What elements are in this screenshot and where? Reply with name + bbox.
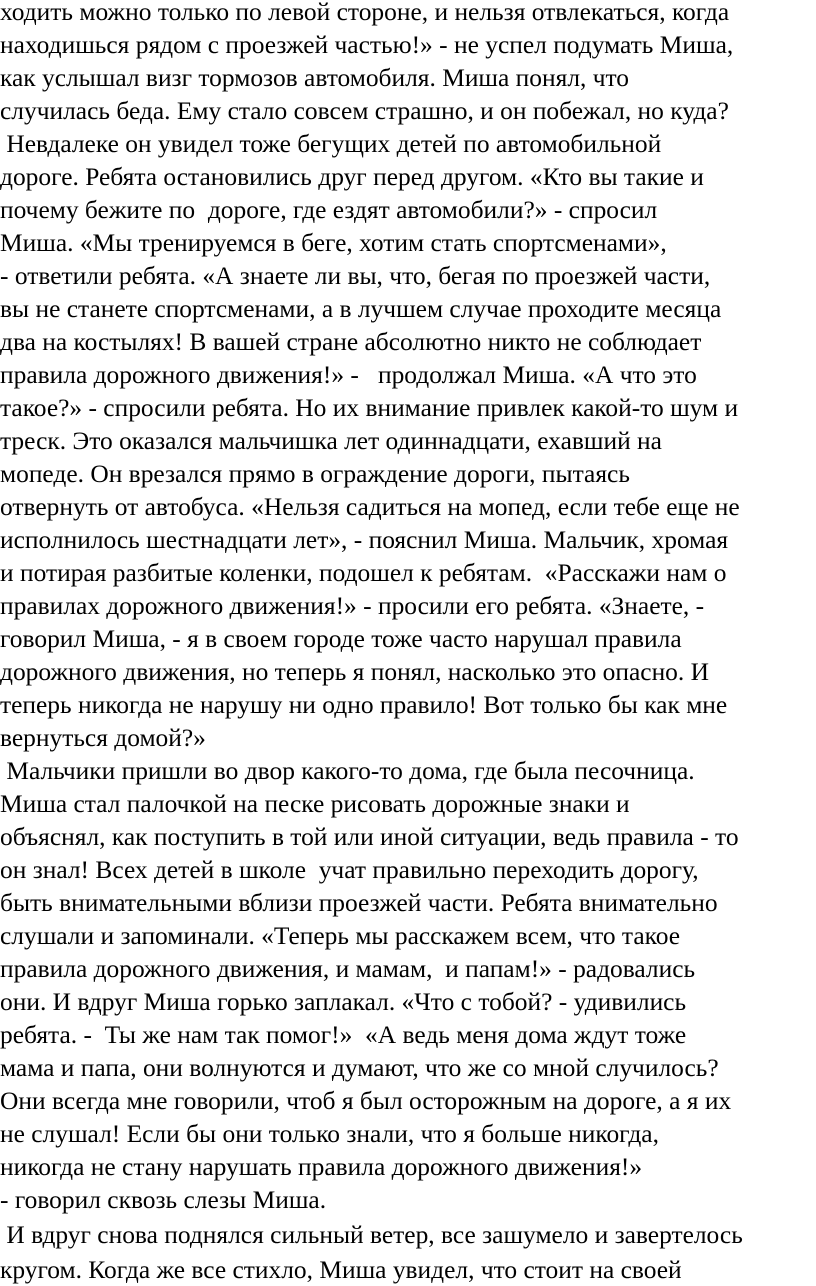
- text-line: правила дорожного движения!» - продолжал Миша. «А что это: [0, 360, 697, 389]
- text-line: Мальчики пришли во двор какого-то дома, где была песочница.: [0, 756, 695, 785]
- text-line: как услышал визг тормозов автомобиля. Миша понял, что: [0, 63, 630, 92]
- text-line: правилах дорожного движения!» - просили его ребята. «Знаете, -: [0, 591, 705, 620]
- text-line: никогда не стану нарушать правила дорожного движения!»: [0, 1152, 643, 1181]
- text-line: слушали и запоминали. «Теперь мы расскажем всем, что такое: [0, 921, 681, 950]
- text-line: дороге. Ребята остановились друг перед другом. «Кто вы такие и: [0, 162, 704, 191]
- text-line: дорожного движения, но теперь я понял, насколько это опасно. И: [0, 657, 709, 686]
- text-line: правила дорожного движения, и мамам, и папам!» - радовались: [0, 954, 696, 983]
- text-line: мопеде. Он врезался прямо в ограждение дороги, пытаясь: [0, 459, 630, 488]
- text-line: Они всегда мне говорили, чтоб я был осторожным на дороге, а я их: [0, 1086, 732, 1115]
- text-line: ходить можно только по левой стороне, и нельзя отвлекаться, когда: [0, 0, 730, 26]
- text-line: вернуться домой?»: [0, 723, 206, 752]
- text-line: треск. Это оказался мальчишка лет одиннадцати, ехавший на: [0, 426, 662, 455]
- text-line: кругом. Когда же все стихло, Миша увидел, что стоит на своей: [0, 1255, 682, 1284]
- text-line: он знал! Всех детей в школе учат правильно переходить дорогу,: [0, 855, 699, 884]
- text-line: Миша стал палочкой на песке рисовать дорожные знаки и: [0, 789, 630, 818]
- text-line: быть внимательными вблизи проезжей части. Ребята внимательно: [0, 888, 718, 917]
- text-line: случилась беда. Ему стало совсем страшно, и он побежал, но куда?: [0, 96, 729, 125]
- text-line: находишься рядом с проезжей частью!» - не успел подумать Миша,: [0, 30, 734, 59]
- text-line: исполнилось шестнадцати лет», - пояснил Миша. Мальчик, хромая: [0, 525, 729, 554]
- text-line: они. И вдруг Миша горько заплакал. «Что с тобой? - удивились: [0, 987, 687, 1016]
- text-line: мама и папа, они волнуются и думают, что же со мной случилось?: [0, 1053, 719, 1082]
- text-line: - говорил сквозь слезы Миша.: [0, 1185, 327, 1214]
- text-line: ребята. - Ты же нам так помог!» «А ведь меня дома ждут тоже: [0, 1020, 687, 1049]
- text-line: вы не станете спортсменами, а в лучшем случае проходите месяца: [0, 294, 722, 323]
- text-line: теперь никогда не нарушу ни одно правило! Вот только бы как мне: [0, 690, 728, 719]
- text-line: почему бежите по дороге, где ездят автомобили?» - спросил: [0, 195, 658, 224]
- text-line: объяснял, как поступить в той или иной ситуации, ведь правила - то: [0, 822, 739, 851]
- text-line: Невдалеке он увидел тоже бегущих детей по автомобильной: [0, 129, 662, 158]
- text-line: И вдруг снова поднялся сильный ветер, все зашумело и завертелось: [0, 1220, 743, 1249]
- text-line: не слушал! Если бы они только знали, что я больше никогда,: [0, 1119, 659, 1148]
- text-line: - ответили ребята. «А знаете ли вы, что, бегая по проезжей части,: [0, 261, 711, 290]
- text-line: два на костылях! В вашей стране абсолютно никто не соблюдает: [0, 327, 702, 356]
- text-line: говорил Миша, - я в своем городе тоже часто нарушал правила: [0, 624, 682, 653]
- text-line: такое?» - спросили ребята. Но их внимание привлек какой-то шум и: [0, 393, 739, 422]
- text-line: отвернуть от автобуса. «Нельзя садиться на мопед, если тебе еще не: [0, 492, 740, 521]
- text-line: Миша. «Мы тренируемся в беге, хотим стать спортсменами»,: [0, 228, 667, 257]
- text-line: и потирая разбитые коленки, подошел к ребятам. «Расскажи нам о: [0, 558, 727, 587]
